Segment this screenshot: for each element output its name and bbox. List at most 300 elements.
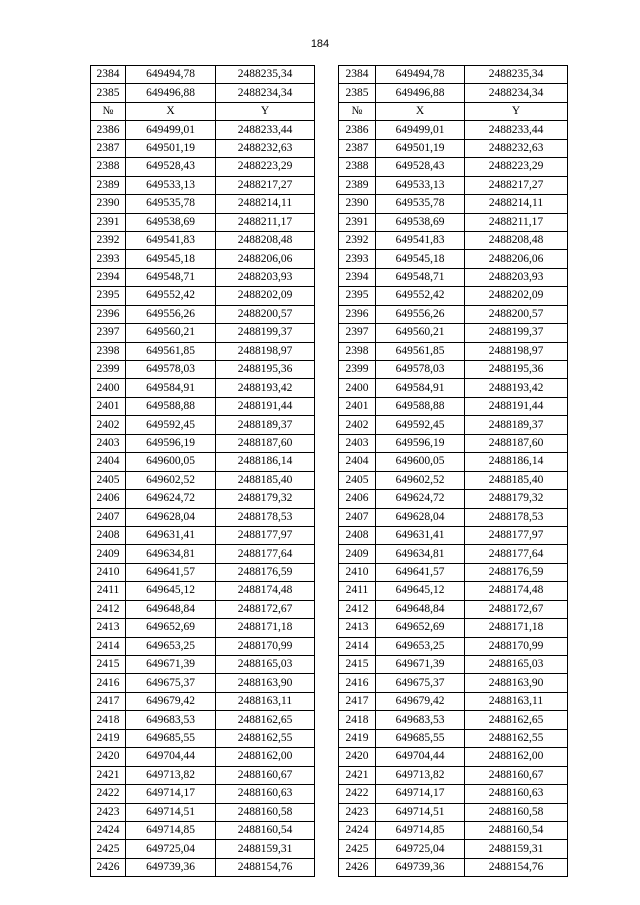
right-y-cell: 2488162,65 <box>465 711 568 729</box>
right-y-cell: 2488185,40 <box>465 471 568 489</box>
left-num-cell: 2389 <box>91 176 126 194</box>
table-row <box>91 305 568 323</box>
right-num-cell: № <box>339 102 376 120</box>
column-gap <box>315 526 339 544</box>
column-gap <box>315 453 339 471</box>
left-x-cell: 649714,17 <box>126 785 216 803</box>
right-num-cell: 2397 <box>339 324 376 342</box>
left-num-cell: 2393 <box>91 250 126 268</box>
column-gap <box>315 692 339 710</box>
left-y-cell: 2488185,40 <box>216 471 315 489</box>
right-num-cell: 2387 <box>339 139 376 157</box>
right-num-cell: 2404 <box>339 453 376 471</box>
left-y-cell: 2488162,55 <box>216 729 315 747</box>
table-row <box>91 821 568 839</box>
left-x-cell: 649496,88 <box>126 84 216 102</box>
right-num-cell: 2409 <box>339 545 376 563</box>
table-row <box>91 139 568 157</box>
right-num-cell: 2421 <box>339 766 376 784</box>
table-row <box>91 66 568 84</box>
right-y-cell: 2488162,55 <box>465 729 568 747</box>
left-x-cell: 649499,01 <box>126 121 216 139</box>
column-gap <box>315 102 339 120</box>
left-x-cell: 649631,41 <box>126 526 216 544</box>
right-num-cell: 2423 <box>339 803 376 821</box>
right-y-cell: 2488235,34 <box>465 66 568 84</box>
right-num-cell: 2393 <box>339 250 376 268</box>
right-y-cell: 2488232,63 <box>465 139 568 157</box>
left-num-cell: 2408 <box>91 526 126 544</box>
right-num-cell: 2392 <box>339 231 376 249</box>
left-x-cell: 649560,21 <box>126 324 216 342</box>
left-y-cell: 2488195,36 <box>216 361 315 379</box>
left-x-cell: 649561,85 <box>126 342 216 360</box>
table-row <box>91 526 568 544</box>
right-num-cell: 2407 <box>339 508 376 526</box>
right-y-cell: 2488172,67 <box>465 600 568 618</box>
right-num-cell: 2417 <box>339 692 376 710</box>
column-gap <box>315 656 339 674</box>
table-row <box>91 268 568 286</box>
right-x-cell: 649685,55 <box>376 729 465 747</box>
right-y-cell: Y <box>465 102 568 120</box>
left-x-cell: 649739,36 <box>126 858 216 876</box>
left-num-cell: 2412 <box>91 600 126 618</box>
right-num-cell: 2386 <box>339 121 376 139</box>
right-num-cell: 2399 <box>339 361 376 379</box>
right-num-cell: 2424 <box>339 821 376 839</box>
left-num-cell: 2413 <box>91 619 126 637</box>
left-x-cell: 649552,42 <box>126 287 216 305</box>
column-gap <box>315 250 339 268</box>
column-gap <box>315 674 339 692</box>
right-x-cell: 649561,85 <box>376 342 465 360</box>
left-y-cell: 2488235,34 <box>216 66 315 84</box>
column-gap <box>315 176 339 194</box>
left-y-cell: 2488206,06 <box>216 250 315 268</box>
right-x-cell: 649653,25 <box>376 637 465 655</box>
left-num-cell: 2386 <box>91 121 126 139</box>
table-row <box>91 231 568 249</box>
left-x-cell: 649653,25 <box>126 637 216 655</box>
left-x-cell: 649541,83 <box>126 231 216 249</box>
left-num-cell: 2396 <box>91 305 126 323</box>
column-gap <box>315 766 339 784</box>
left-x-cell: 649578,03 <box>126 361 216 379</box>
left-y-cell: 2488202,09 <box>216 287 315 305</box>
left-x-cell: 649588,88 <box>126 397 216 415</box>
left-y-cell: 2488163,11 <box>216 692 315 710</box>
right-y-cell: 2488160,54 <box>465 821 568 839</box>
right-num-cell: 2425 <box>339 840 376 858</box>
table-row <box>91 600 568 618</box>
table-row <box>91 84 568 102</box>
right-x-cell: 649541,83 <box>376 231 465 249</box>
right-num-cell: 2413 <box>339 619 376 637</box>
right-x-cell: 649679,42 <box>376 692 465 710</box>
right-y-cell: 2488203,93 <box>465 268 568 286</box>
left-x-cell: 649641,57 <box>126 563 216 581</box>
column-gap <box>315 158 339 176</box>
left-y-cell: 2488208,48 <box>216 231 315 249</box>
right-x-cell: 649578,03 <box>376 361 465 379</box>
left-x-cell: 649685,55 <box>126 729 216 747</box>
table-row <box>91 195 568 213</box>
column-gap <box>315 268 339 286</box>
left-y-cell: 2488165,03 <box>216 656 315 674</box>
right-x-cell: 649501,19 <box>376 139 465 157</box>
right-x-cell: 649602,52 <box>376 471 465 489</box>
column-gap <box>315 785 339 803</box>
right-num-cell: 2422 <box>339 785 376 803</box>
left-y-cell: 2488223,29 <box>216 158 315 176</box>
table-row <box>91 729 568 747</box>
right-y-cell: 2488178,53 <box>465 508 568 526</box>
left-y-cell: 2488233,44 <box>216 121 315 139</box>
left-y-cell: 2488186,14 <box>216 453 315 471</box>
right-x-cell: 649556,26 <box>376 305 465 323</box>
left-x-cell: 649628,04 <box>126 508 216 526</box>
table-row <box>91 121 568 139</box>
left-y-cell: 2488162,00 <box>216 748 315 766</box>
left-y-cell: 2488163,90 <box>216 674 315 692</box>
column-gap <box>315 195 339 213</box>
left-y-cell: 2488199,37 <box>216 324 315 342</box>
right-y-cell: 2488177,64 <box>465 545 568 563</box>
right-y-cell: 2488162,00 <box>465 748 568 766</box>
left-num-cell: 2388 <box>91 158 126 176</box>
left-num-cell: 2426 <box>91 858 126 876</box>
right-num-cell: 2418 <box>339 711 376 729</box>
right-num-cell: 2390 <box>339 195 376 213</box>
page-number: 184 <box>310 38 330 50</box>
right-x-cell: 649714,17 <box>376 785 465 803</box>
left-num-cell: 2401 <box>91 397 126 415</box>
left-x-cell: 649671,39 <box>126 656 216 674</box>
right-num-cell: 2398 <box>339 342 376 360</box>
column-gap <box>315 287 339 305</box>
left-num-cell: 2405 <box>91 471 126 489</box>
left-num-cell: 2423 <box>91 803 126 821</box>
left-y-cell: 2488170,99 <box>216 637 315 655</box>
left-x-cell: X <box>126 102 216 120</box>
left-x-cell: 649624,72 <box>126 490 216 508</box>
left-x-cell: 649634,81 <box>126 545 216 563</box>
right-x-cell: 649596,19 <box>376 434 465 452</box>
left-num-cell: 2406 <box>91 490 126 508</box>
right-x-cell: 649628,04 <box>376 508 465 526</box>
right-y-cell: 2488233,44 <box>465 121 568 139</box>
right-y-cell: 2488186,14 <box>465 453 568 471</box>
right-x-cell: 649648,84 <box>376 600 465 618</box>
column-gap <box>315 711 339 729</box>
table-row <box>91 803 568 821</box>
table-row <box>91 840 568 858</box>
left-y-cell: 2488198,97 <box>216 342 315 360</box>
column-gap <box>315 563 339 581</box>
right-num-cell: 2400 <box>339 379 376 397</box>
right-num-cell: 2414 <box>339 637 376 655</box>
column-gap <box>315 379 339 397</box>
right-y-cell: 2488223,29 <box>465 158 568 176</box>
right-x-cell: 649548,71 <box>376 268 465 286</box>
right-y-cell: 2488154,76 <box>465 858 568 876</box>
table-row <box>91 324 568 342</box>
right-num-cell: 2426 <box>339 858 376 876</box>
right-y-cell: 2488160,58 <box>465 803 568 821</box>
right-x-cell: 649631,41 <box>376 526 465 544</box>
right-y-cell: 2488214,11 <box>465 195 568 213</box>
right-y-cell: 2488177,97 <box>465 526 568 544</box>
right-x-cell: 649499,01 <box>376 121 465 139</box>
right-y-cell: 2488217,27 <box>465 176 568 194</box>
right-x-cell: 649592,45 <box>376 416 465 434</box>
left-x-cell: 649592,45 <box>126 416 216 434</box>
right-y-cell: 2488234,34 <box>465 84 568 102</box>
left-x-cell: 649556,26 <box>126 305 216 323</box>
right-num-cell: 2389 <box>339 176 376 194</box>
left-y-cell: 2488177,97 <box>216 526 315 544</box>
left-num-cell: 2425 <box>91 840 126 858</box>
left-num-cell: 2409 <box>91 545 126 563</box>
right-num-cell: 2415 <box>339 656 376 674</box>
table-row <box>91 453 568 471</box>
table-row <box>91 490 568 508</box>
right-y-cell: 2488160,63 <box>465 785 568 803</box>
left-y-cell: 2488160,54 <box>216 821 315 839</box>
right-num-cell: 2406 <box>339 490 376 508</box>
table-row <box>91 748 568 766</box>
left-num-cell: 2416 <box>91 674 126 692</box>
right-y-cell: 2488174,48 <box>465 582 568 600</box>
left-y-cell: 2488187,60 <box>216 434 315 452</box>
left-x-cell: 649645,12 <box>126 582 216 600</box>
left-x-cell: 649535,78 <box>126 195 216 213</box>
right-x-cell: 649588,88 <box>376 397 465 415</box>
right-num-cell: 2396 <box>339 305 376 323</box>
right-x-cell: 649683,53 <box>376 711 465 729</box>
right-y-cell: 2488195,36 <box>465 361 568 379</box>
table-row <box>91 711 568 729</box>
column-gap <box>315 305 339 323</box>
left-y-cell: 2488176,59 <box>216 563 315 581</box>
right-x-cell: 649714,51 <box>376 803 465 821</box>
left-num-cell: 2391 <box>91 213 126 231</box>
left-x-cell: 649545,18 <box>126 250 216 268</box>
right-y-cell: 2488189,37 <box>465 416 568 434</box>
left-x-cell: 649725,04 <box>126 840 216 858</box>
left-x-cell: 649714,51 <box>126 803 216 821</box>
left-num-cell: 2403 <box>91 434 126 452</box>
left-y-cell: 2488217,27 <box>216 176 315 194</box>
left-num-cell: 2404 <box>91 453 126 471</box>
right-num-cell: 2391 <box>339 213 376 231</box>
left-y-cell: 2488162,65 <box>216 711 315 729</box>
left-x-cell: 649533,13 <box>126 176 216 194</box>
table-row <box>91 766 568 784</box>
left-y-cell: 2488178,53 <box>216 508 315 526</box>
left-x-cell: 649584,91 <box>126 379 216 397</box>
right-x-cell: 649552,42 <box>376 287 465 305</box>
right-x-cell: 649652,69 <box>376 619 465 637</box>
column-gap <box>315 582 339 600</box>
coordinates-table <box>90 65 568 877</box>
right-y-cell: 2488159,31 <box>465 840 568 858</box>
column-gap <box>315 139 339 157</box>
table-row <box>91 158 568 176</box>
left-y-cell: 2488160,58 <box>216 803 315 821</box>
column-gap <box>315 84 339 102</box>
table-row <box>91 213 568 231</box>
left-num-cell: 2398 <box>91 342 126 360</box>
table-row <box>91 785 568 803</box>
table-row <box>91 619 568 637</box>
left-y-cell: 2488177,64 <box>216 545 315 563</box>
left-num-cell: 2410 <box>91 563 126 581</box>
right-num-cell: 2419 <box>339 729 376 747</box>
left-y-cell: 2488174,48 <box>216 582 315 600</box>
right-x-cell: 649704,44 <box>376 748 465 766</box>
column-gap <box>315 213 339 231</box>
left-x-cell: 649704,44 <box>126 748 216 766</box>
left-y-cell: 2488191,44 <box>216 397 315 415</box>
right-x-cell: 649641,57 <box>376 563 465 581</box>
table-row <box>91 397 568 415</box>
right-y-cell: 2488198,97 <box>465 342 568 360</box>
left-y-cell: 2488211,17 <box>216 213 315 231</box>
left-y-cell: 2488159,31 <box>216 840 315 858</box>
column-gap <box>315 729 339 747</box>
left-y-cell: 2488154,76 <box>216 858 315 876</box>
column-gap <box>315 748 339 766</box>
left-num-cell: 2407 <box>91 508 126 526</box>
right-num-cell: 2385 <box>339 84 376 102</box>
right-y-cell: 2488163,11 <box>465 692 568 710</box>
right-y-cell: 2488202,09 <box>465 287 568 305</box>
column-gap <box>315 121 339 139</box>
left-y-cell: 2488172,67 <box>216 600 315 618</box>
column-gap <box>315 342 339 360</box>
left-num-cell: 2418 <box>91 711 126 729</box>
right-num-cell: 2402 <box>339 416 376 434</box>
right-num-cell: 2388 <box>339 158 376 176</box>
left-x-cell: 649596,19 <box>126 434 216 452</box>
table-row <box>91 656 568 674</box>
left-num-cell: 2414 <box>91 637 126 655</box>
left-x-cell: 649501,19 <box>126 139 216 157</box>
right-x-cell: 649714,85 <box>376 821 465 839</box>
table-row <box>91 674 568 692</box>
left-y-cell: 2488189,37 <box>216 416 315 434</box>
column-gap <box>315 324 339 342</box>
left-num-cell: № <box>91 102 126 120</box>
left-num-cell: 2394 <box>91 268 126 286</box>
column-gap <box>315 600 339 618</box>
left-x-cell: 649683,53 <box>126 711 216 729</box>
right-y-cell: 2488208,48 <box>465 231 568 249</box>
column-gap <box>315 490 339 508</box>
right-x-cell: 649634,81 <box>376 545 465 563</box>
left-num-cell: 2400 <box>91 379 126 397</box>
column-gap <box>315 637 339 655</box>
left-num-cell: 2422 <box>91 785 126 803</box>
table-row <box>91 508 568 526</box>
table-row <box>91 637 568 655</box>
right-num-cell: 2410 <box>339 563 376 581</box>
column-gap <box>315 858 339 876</box>
right-x-cell: 649560,21 <box>376 324 465 342</box>
column-gap <box>315 545 339 563</box>
left-num-cell: 2419 <box>91 729 126 747</box>
left-num-cell: 2415 <box>91 656 126 674</box>
right-y-cell: 2488160,67 <box>465 766 568 784</box>
left-num-cell: 2397 <box>91 324 126 342</box>
right-num-cell: 2401 <box>339 397 376 415</box>
left-x-cell: 649652,69 <box>126 619 216 637</box>
table-row <box>91 858 568 876</box>
right-y-cell: 2488199,37 <box>465 324 568 342</box>
left-num-cell: 2392 <box>91 231 126 249</box>
right-y-cell: 2488165,03 <box>465 656 568 674</box>
left-y-cell: 2488160,67 <box>216 766 315 784</box>
left-x-cell: 649528,43 <box>126 158 216 176</box>
left-num-cell: 2399 <box>91 361 126 379</box>
right-x-cell: 649671,39 <box>376 656 465 674</box>
right-num-cell: 2384 <box>339 66 376 84</box>
right-y-cell: 2488171,18 <box>465 619 568 637</box>
left-y-cell: Y <box>216 102 315 120</box>
column-gap <box>315 66 339 84</box>
left-num-cell: 2420 <box>91 748 126 766</box>
column-gap <box>315 231 339 249</box>
left-num-cell: 2384 <box>91 66 126 84</box>
right-x-cell: 649600,05 <box>376 453 465 471</box>
right-x-cell: 649624,72 <box>376 490 465 508</box>
left-num-cell: 2411 <box>91 582 126 600</box>
left-y-cell: 2488214,11 <box>216 195 315 213</box>
left-y-cell: 2488160,63 <box>216 785 315 803</box>
column-gap <box>315 840 339 858</box>
table-row <box>91 361 568 379</box>
table-row <box>91 416 568 434</box>
left-num-cell: 2390 <box>91 195 126 213</box>
table-row <box>91 250 568 268</box>
column-gap <box>315 361 339 379</box>
right-y-cell: 2488163,90 <box>465 674 568 692</box>
column-gap <box>315 471 339 489</box>
left-x-cell: 649713,82 <box>126 766 216 784</box>
table-row <box>91 342 568 360</box>
right-y-cell: 2488176,59 <box>465 563 568 581</box>
right-num-cell: 2411 <box>339 582 376 600</box>
right-x-cell: 649675,37 <box>376 674 465 692</box>
right-y-cell: 2488170,99 <box>465 637 568 655</box>
left-y-cell: 2488232,63 <box>216 139 315 157</box>
left-num-cell: 2387 <box>91 139 126 157</box>
right-x-cell: 649528,43 <box>376 158 465 176</box>
right-num-cell: 2408 <box>339 526 376 544</box>
right-x-cell: 649739,36 <box>376 858 465 876</box>
table-row <box>91 287 568 305</box>
right-num-cell: 2416 <box>339 674 376 692</box>
left-y-cell: 2488179,32 <box>216 490 315 508</box>
right-y-cell: 2488187,60 <box>465 434 568 452</box>
left-y-cell: 2488171,18 <box>216 619 315 637</box>
right-y-cell: 2488206,06 <box>465 250 568 268</box>
right-y-cell: 2488191,44 <box>465 397 568 415</box>
left-x-cell: 649548,71 <box>126 268 216 286</box>
left-y-cell: 2488200,57 <box>216 305 315 323</box>
